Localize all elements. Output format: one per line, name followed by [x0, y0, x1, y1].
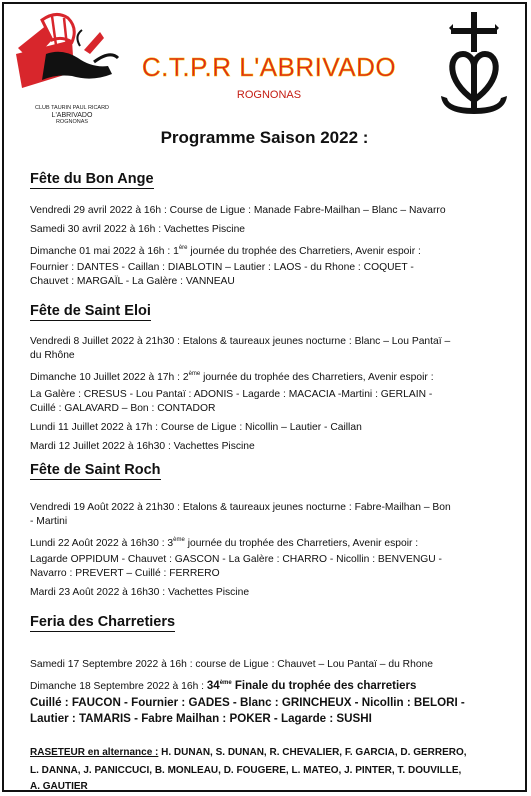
raseteur-list — [30, 744, 500, 762]
event-line: Mardi 12 Juillet 2022 à 16h30 : Vachettes Piscine — [30, 441, 255, 452]
bull-logo-icon — [12, 10, 122, 105]
event-line: Chauvet : MARGAÏL - La Galère : VANNEAU — [30, 276, 235, 287]
event-line: Vendredi 29 avril 2022 à 16h : Course de Ligue : Manade Fabre-Mailhan – Blanc – Navarro — [30, 205, 446, 216]
section-title-bon-ange: Fête du Bon Ange — [30, 171, 154, 187]
event-line: Navarro : PREVERT – Cuillé : FERRERO — [30, 568, 220, 579]
program-title: Programme Saison 2022 : — [160, 128, 369, 147]
section-title-feria: Feria des Charretiers — [30, 614, 176, 630]
page-frame — [2, 2, 527, 792]
event-line: Dimanche 01 mai 2022 à 16h : 1ère journée du trophée des Charretiers, Avenir espoir : — [30, 245, 421, 257]
section-title-saint-roch: Fête de Saint Roch — [30, 462, 161, 478]
event-line: Vendredi 8 Juillet 2022 à 21h30 : Etalons & taureaux jeunes nocturne : Blanc – Lou Pantaï – — [30, 336, 451, 347]
event-line: Fournier : DANTES - Caillan : DIABLOTIN – Lautier : LAOS - du Rhone : COQUET - — [30, 262, 414, 273]
event-line: La Galère : CRESUS - Lou Pantaï : ADONIS - Lagarde : MACACIA -Martini : GERLAIN - — [30, 389, 433, 400]
event-line: Dimanche 18 Septembre 2022 à 16h : 34ème Finale du trophée des charretiers — [30, 680, 417, 692]
section-title-saint-eloi: Fête de Saint Eloi — [30, 303, 151, 319]
final-bulls-line: Cuillé : FAUCON - Fournier : GADES - Blanc : GRINCHEUX - Nicollin : BELORI - — [30, 696, 465, 709]
event-line: Mardi 23 Août 2022 à 16h30 : Vachettes Piscine — [30, 587, 250, 598]
header-subtitle: ROGNONAS — [236, 89, 302, 101]
final-bulls-line: Lautier : TAMARIS - Fabre Mailhan : POKER - Lagarde : SUSHI — [30, 712, 372, 725]
event-line: Lagarde OPPIDUM - Chauvet : GASCON - La Galère : CHARRO - Nicollin : BENVENGU - — [30, 554, 442, 565]
event-line: Samedi 17 Septembre 2022 à 16h : course de Ligue : Chauvet – Lou Pantaï – du Rhone — [30, 659, 434, 670]
club-name-line: ROGNONAS — [55, 119, 89, 125]
raseteur-names: A. GAUTIER — [30, 781, 88, 792]
header-title: C.T.P.R L'ABRIVADO — [141, 52, 397, 82]
raseteur-names: L. DANNA, J. PANICCUCI, B. MONLEAU, D. FOUGERE, L. MATEO, J. PINTER, T. DOUVILLE, — [30, 765, 462, 776]
event-line: - Martini — [30, 516, 68, 527]
raseteur-names: H. DUNAN, S. DUNAN, R. CHEVALIER, F. GARCIA, D. GERRERO, — [158, 747, 467, 758]
club-name-line: CLUB TAURIN PAUL RICARD — [34, 105, 110, 111]
event-line: Lundi 11 Juillet 2022 à 17h : Course de Ligue : Nicollin – Lautier - Caillan — [30, 422, 362, 433]
event-line: du Rhône — [30, 350, 75, 361]
club-name-line: L'ABRIVADO — [51, 112, 93, 119]
event-line: Dimanche 10 Juillet 2022 à 17h : 2ème journée du trophée des Charretiers, Avenir espoir : — [30, 371, 434, 383]
raseteur-label: RASETEUR en alternance : — [30, 747, 159, 758]
event-line: Cuillé : GALAVARD – Bon : CONTADOR — [30, 403, 216, 414]
camargue-cross-icon — [435, 10, 513, 122]
event-line: Samedi 30 avril 2022 à 16h : Vachettes Piscine — [30, 224, 246, 235]
event-line: Lundi 22 Août 2022 à 16h30 : 3ème journée du trophée des Charretiers, Avenir espoir : — [30, 537, 419, 549]
event-line: Vendredi 19 Août 2022 à 21h30 : Etalons & taureaux jeunes nocturne : Fabre-Mailhan – Bon — [30, 502, 451, 513]
club-logo — [12, 10, 122, 128]
